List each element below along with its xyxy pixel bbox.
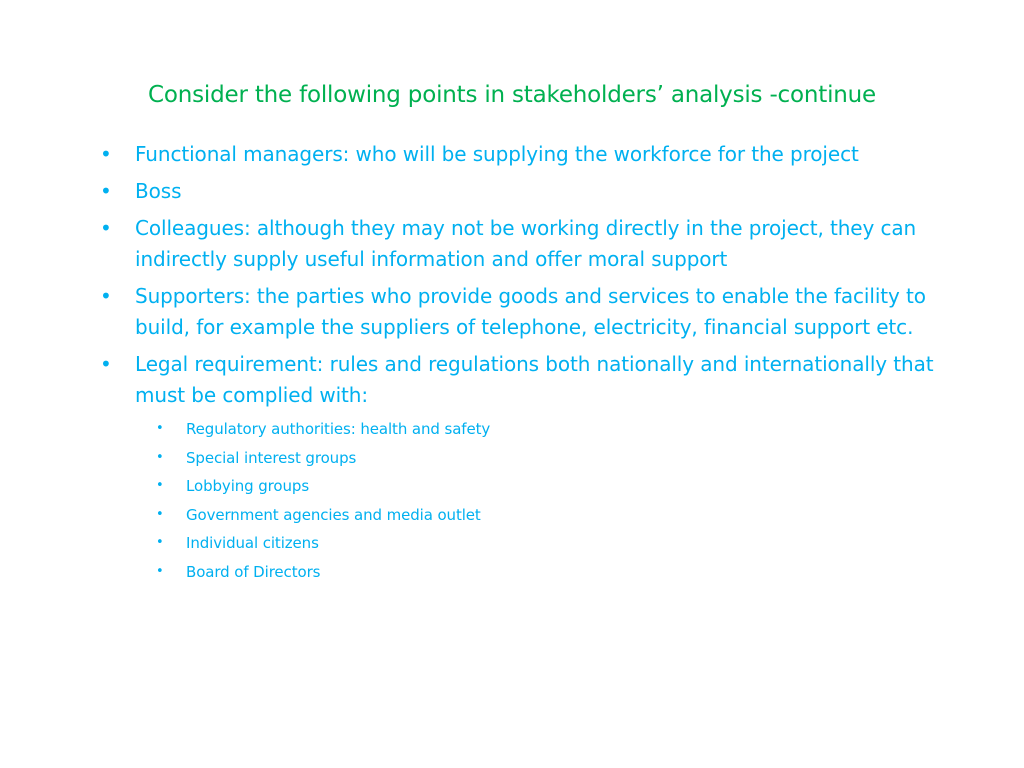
sub-bullet-icon: • <box>156 563 164 579</box>
bullet-item-legal-requirement <box>100 349 960 587</box>
slide-title: Consider the following points in stakeholders’ analysis -continue <box>148 82 876 108</box>
bullet-text: Colleagues: although they may not be working directly in the project, they can indirectly supply useful information and offer moral support <box>135 216 917 271</box>
bullet-icon: • <box>100 179 112 203</box>
sub-bullet-text: Government agencies and media outlet <box>186 505 481 524</box>
sub-bullet-icon: • <box>156 449 164 465</box>
bullet-item-colleagues <box>100 213 960 275</box>
sub-bullet-item <box>135 415 960 444</box>
bullet-text: Functional managers: who will be supplying the workforce for the project <box>135 142 859 166</box>
bullet-list <box>100 139 960 587</box>
bullet-icon: • <box>100 352 112 376</box>
bullet-item-functional-managers <box>100 139 960 170</box>
sub-bullet-icon: • <box>156 535 164 551</box>
slide-content <box>100 139 960 593</box>
sub-bullet-text: Regulatory authorities: health and safety <box>186 420 491 438</box>
bullet-icon: • <box>100 142 112 166</box>
sub-bullet-icon: • <box>156 506 164 522</box>
bullet-icon: • <box>100 284 112 308</box>
bullet-item-supporters <box>100 281 960 343</box>
bullet-text: Supporters: the parties who provide goods and services to enable the facility to build, for example the suppliers of telephone, electricity, financial support etc. <box>135 284 926 339</box>
bullet-item-boss <box>100 176 960 207</box>
sub-bullet-item <box>135 472 960 501</box>
sub-bullet-icon: • <box>156 421 164 436</box>
bullet-text: Legal requirement: rules and regulations both nationally and internationally that must be complied with: <box>135 352 934 407</box>
sub-bullet-text: Individual citizens <box>186 534 319 553</box>
sub-bullet-item <box>135 501 960 530</box>
sub-bullet-icon: • <box>156 478 164 494</box>
bullet-icon: • <box>100 216 112 240</box>
sub-bullet-text: Special interest groups <box>186 448 357 467</box>
sub-bullet-text: Board of Directors <box>186 562 321 581</box>
sub-bullet-item <box>135 444 960 473</box>
sub-bullet-list <box>135 415 960 587</box>
sub-bullet-item <box>135 558 960 587</box>
bullet-text: Boss <box>135 179 182 203</box>
sub-bullet-text: Lobbying groups <box>186 477 310 496</box>
sub-bullet-item <box>135 529 960 558</box>
